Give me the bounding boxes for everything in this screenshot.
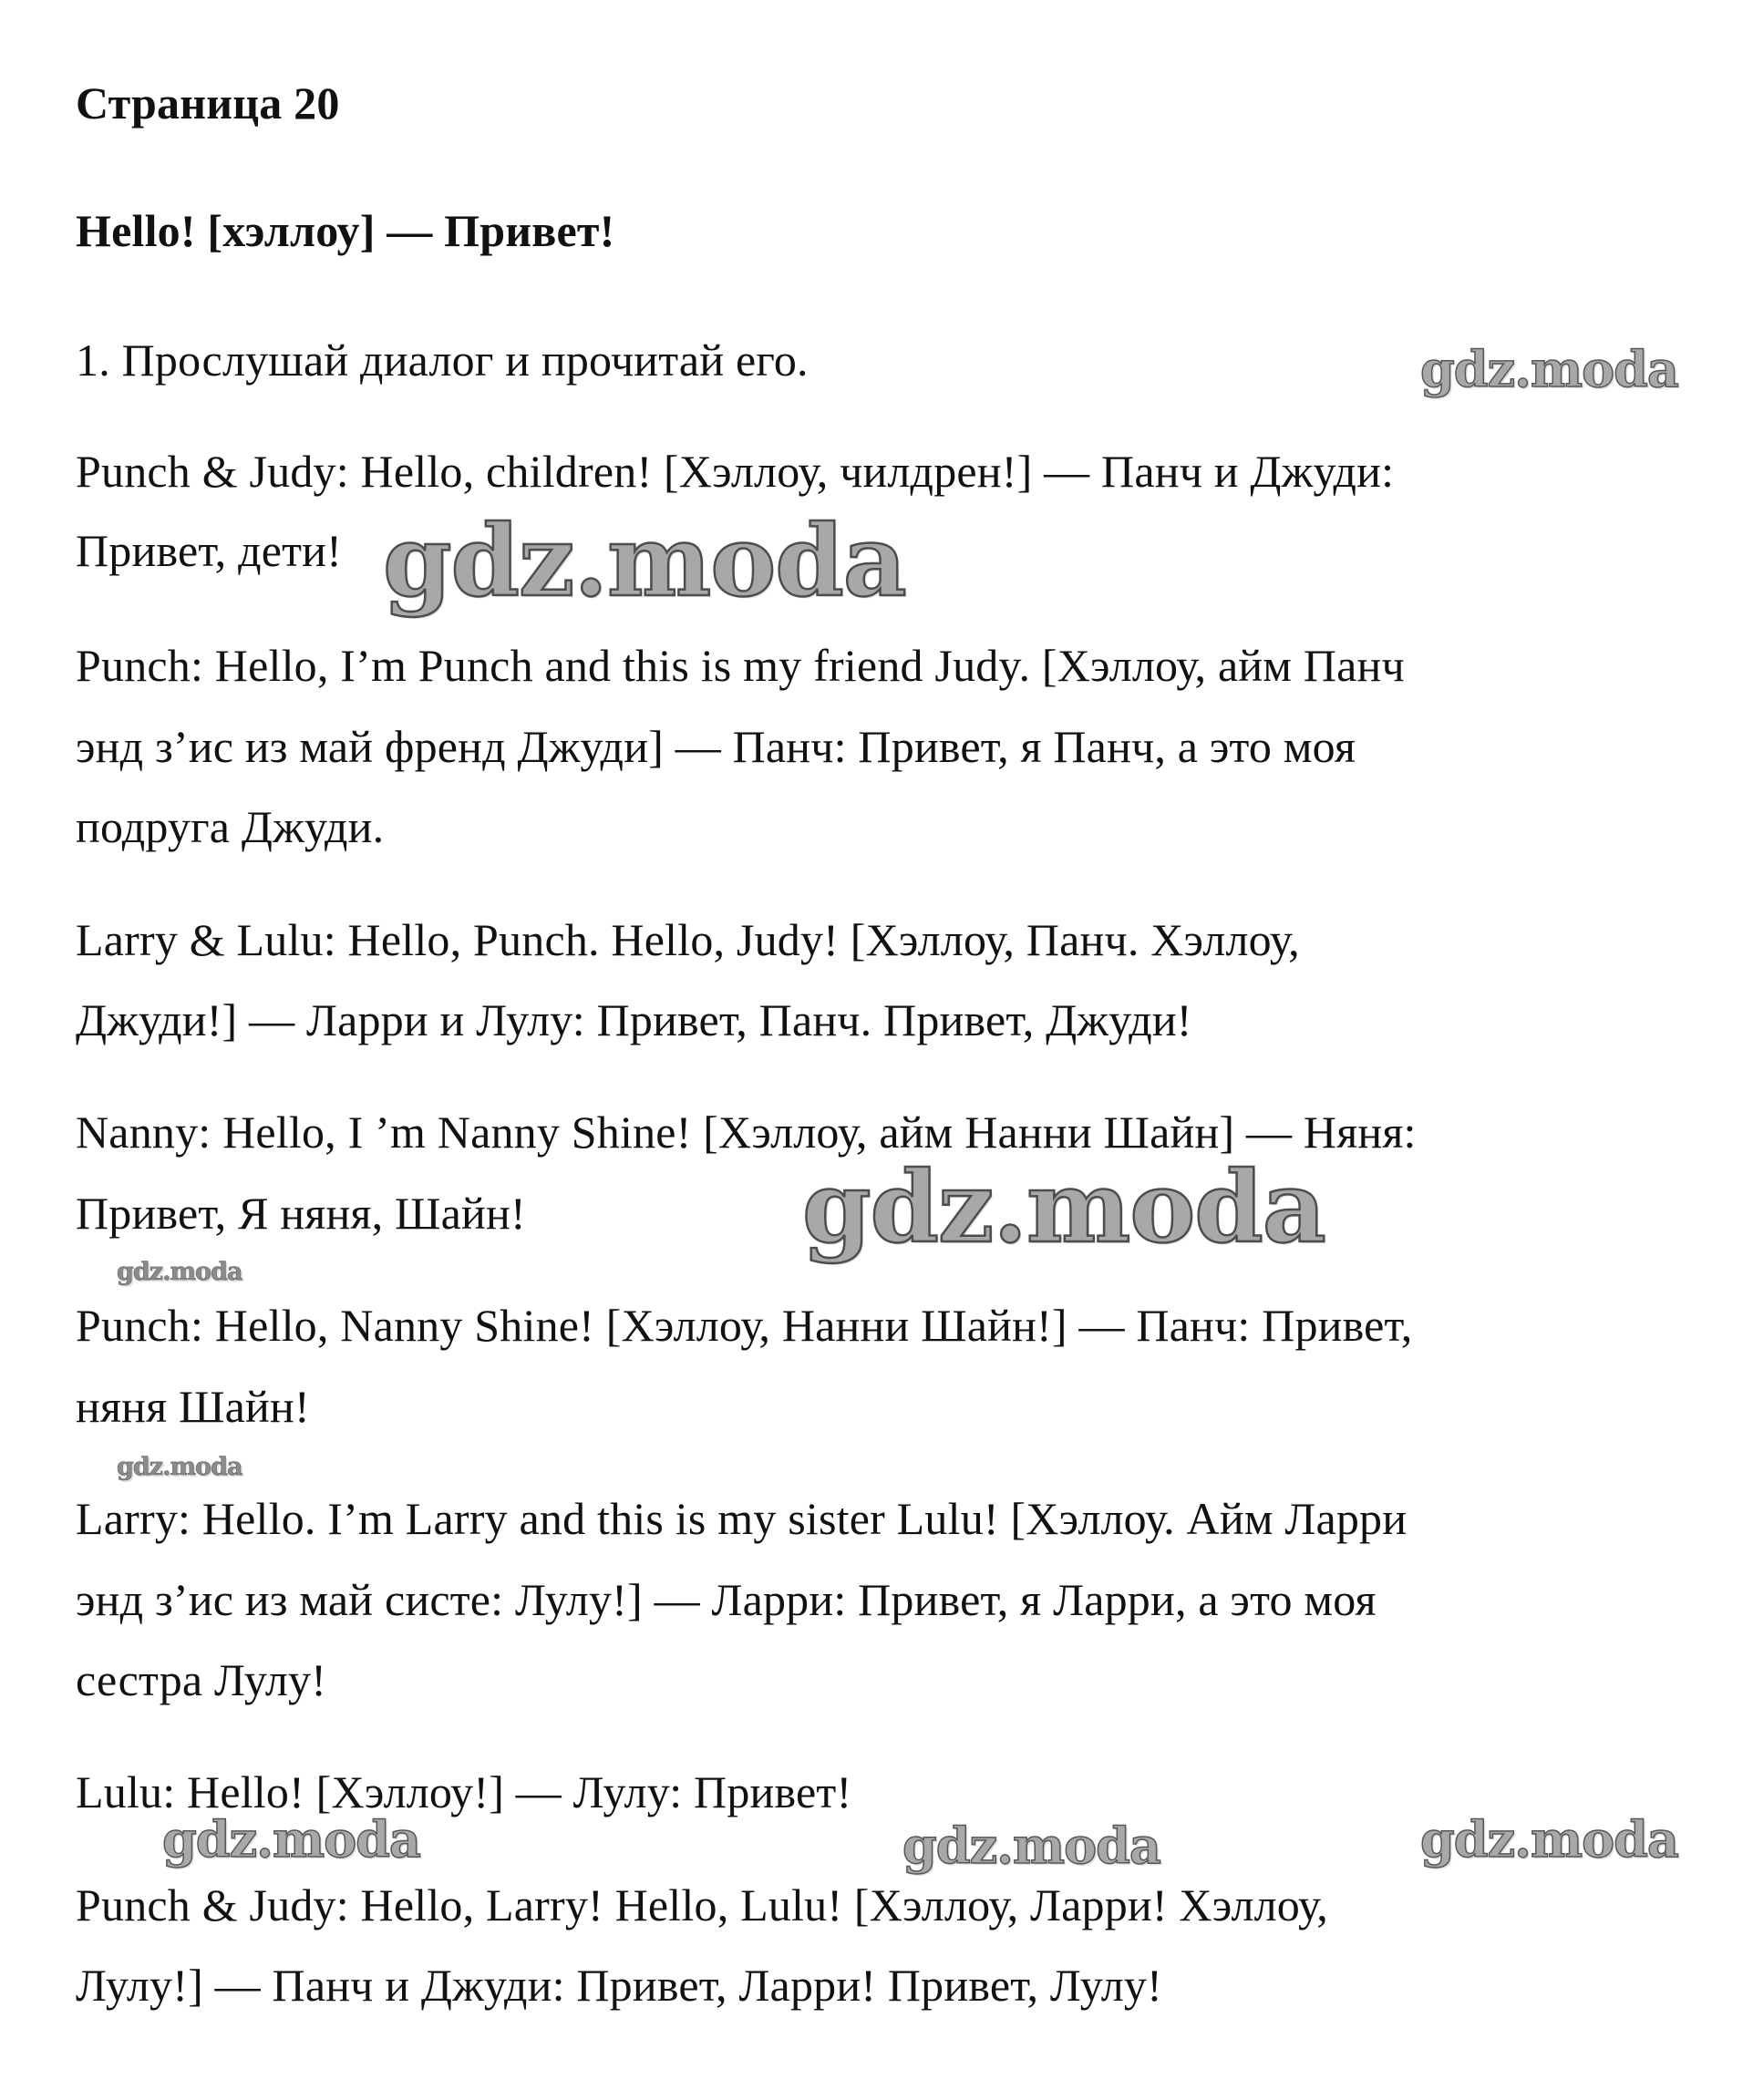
dialogue-line: Larry & Lulu: Hello, Punch. Hello, Judy! [Хэллоу, Панч. Хэллоу, bbox=[76, 914, 1300, 965]
dialogue-line: сестра Лулу! bbox=[76, 1654, 327, 1705]
watermark: gdz.moda bbox=[383, 504, 906, 619]
dialogue-line: Lulu: Hello! [Хэллоу!] — Лулу: Привет! bbox=[76, 1766, 852, 1817]
dialogue-line: Punch & Judy: Hello, children! [Хэллоу, чилдрен!] — Панч и Джуди: bbox=[76, 446, 1395, 497]
dialogue-line: Лулу!] — Панч и Джуди: Привет, Ларри! Привет, Лулу! bbox=[76, 1960, 1162, 2011]
section-heading: Hello! [хэллоу] — Привет! bbox=[76, 205, 615, 256]
watermark: gdz.moda bbox=[162, 1810, 420, 1868]
page-title: Страница 20 bbox=[76, 77, 340, 129]
watermark: gdz.moda bbox=[117, 1258, 242, 1286]
dialogue-line: Punch & Judy: Hello, Larry! Hello, Lulu! [Хэллоу, Ларри! Хэллоу, bbox=[76, 1879, 1328, 1930]
watermark: gdz.moda bbox=[1420, 1810, 1678, 1868]
dialogue-line: Punch: Hello, Nanny Shine! [Хэллоу, Нанни Шайн!] — Панч: Привет, bbox=[76, 1300, 1413, 1351]
dialogue-line: няня Шайн! bbox=[76, 1381, 310, 1432]
dialogue-line: Punch: Hello, I’m Punch and this is my friend Judy. [Хэллоу, айм Панч bbox=[76, 640, 1405, 691]
dialogue-line: подруга Джуди. bbox=[76, 801, 385, 852]
dialogue-line: Привет, Я няня, Шайн! bbox=[76, 1188, 526, 1239]
dialogue-line: энд з’ис из май систе: Лулу!] — Ларри: Привет, я Ларри, а это моя bbox=[76, 1574, 1377, 1625]
watermark: gdz.moda bbox=[802, 1150, 1325, 1265]
dialogue-line: Nanny: Hello, I ’m Nanny Shine! [Хэллоу, айм Нанни Шайн] — Няня: bbox=[76, 1107, 1417, 1158]
watermark: gdz.moda bbox=[117, 1453, 242, 1481]
dialogue-line: Привет, дети! bbox=[76, 525, 342, 576]
watermark: gdz.moda bbox=[1420, 340, 1678, 398]
watermark: gdz.moda bbox=[902, 1817, 1160, 1875]
dialogue-line: энд з’ис из май френд Джуди] — Панч: Привет, я Панч, а это моя bbox=[76, 721, 1356, 772]
dialogue-line: Джуди!] — Ларри и Лулу: Привет, Панч. Привет, Джуди! bbox=[76, 994, 1192, 1045]
task-instruction: 1. Прослушай диалог и прочитай его. bbox=[76, 335, 809, 386]
dialogue-line: Larry: Hello. I’m Larry and this is my sister Lulu! [Хэллоу. Айм Ларри bbox=[76, 1493, 1408, 1544]
